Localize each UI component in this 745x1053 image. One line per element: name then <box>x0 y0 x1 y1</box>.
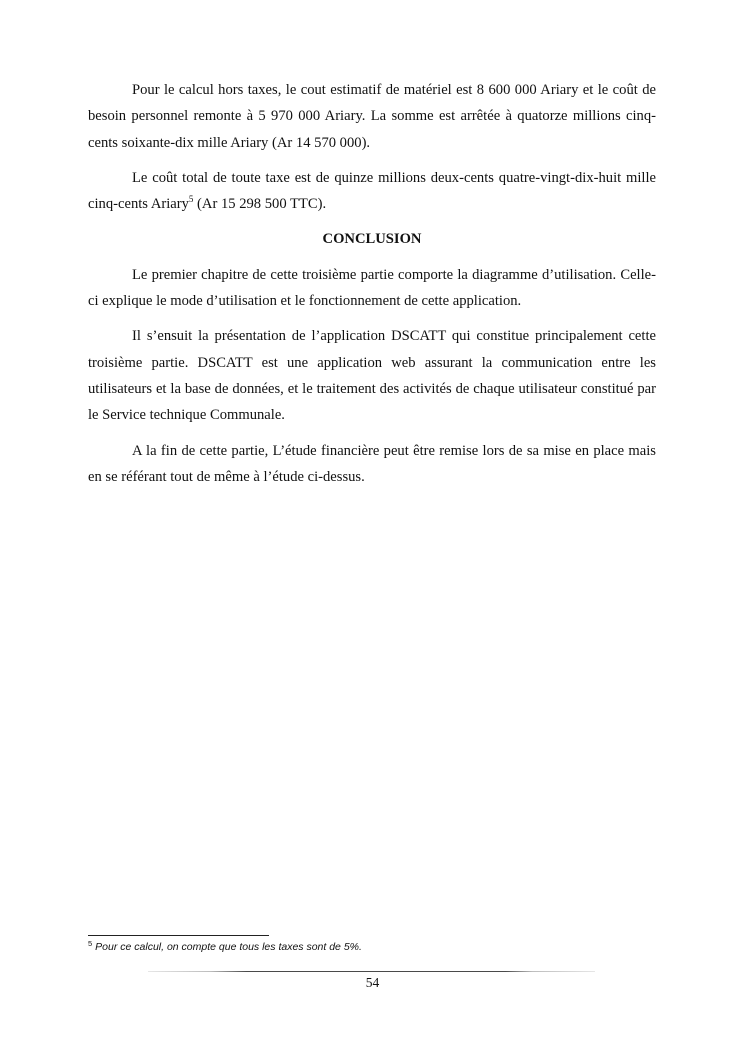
paragraph-total-cost <box>88 165 656 218</box>
page-number-rule <box>148 971 595 972</box>
page-number: 54 <box>365 975 380 990</box>
body-text <box>88 77 656 499</box>
footnote-mark: 5 <box>88 938 93 948</box>
footnote-reference: 5 <box>188 194 194 205</box>
paragraph-cost-calculation: Pour le calcul hors taxes, le cout estimatif de matériel est 8 600 000 Ariary et le coût de besoin personnel remonte à 5 970 000 Ariary. La somme est arrêtée à quatorze millions cinq-cents soixante-dix mille Ariary (Ar 14 570 000). <box>88 82 656 151</box>
paragraph-first-chapter: Le premier chapitre de cette troisième partie comporte la diagramme d’utilisation. Celle-ci explique le mode d’utilisation et le fonctionnement de cette application. <box>88 266 656 310</box>
total-cost-amount: (Ar 15 298 500 TTC). <box>193 196 327 213</box>
paragraph-financial-study: A la fin de cette partie, L’étude financière peut être remise lors de sa mise en place mais en se référant tout de même à l’étude ci-dessus. <box>88 442 656 485</box>
footnote <box>88 938 362 953</box>
total-cost-text: Le coût total de toute taxe est de quinze millions deux-cents quatre-vingt-dix-huit mille cinq-cents Ariary <box>88 169 656 213</box>
footnote-text: Pour ce calcul, on compte que tous les taxes sont de 5%. <box>95 941 362 953</box>
paragraph-dscatt-presentation: Il s’ensuit la présentation de l’application DSCATT qui constitue principalement cette troisième partie. DSCATT est une application web assurant la communication entre les utilisateurs et la base de données, et le traitement des activités de chaque utilisateur constitué par le Service technique Communale. <box>88 328 656 424</box>
section-heading-conclusion: CONCLUSION <box>322 231 422 248</box>
footnote-separator <box>88 935 269 936</box>
